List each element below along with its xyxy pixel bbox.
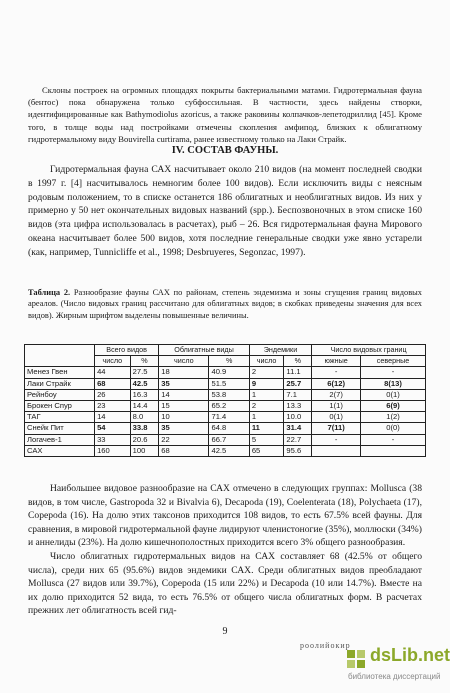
value-cell: 5: [249, 434, 284, 445]
header-obligate: Облигатные виды: [159, 345, 250, 356]
section-title: IV. СОСТАВ ФАУНЫ.: [171, 145, 279, 156]
scan-mark: роолийокир: [300, 641, 351, 650]
table-caption: [28, 287, 422, 321]
value-cell: 20.6: [130, 434, 159, 445]
value-cell: 68: [95, 378, 131, 389]
value-cell: 7(11): [312, 423, 361, 434]
value-cell: 13.3: [284, 400, 312, 411]
after-paragraph-1: Наибольшее видовое разнообразие на САХ отмечено в следующих группах: Mollusca (38 видов, в том числе, Gastropoda 32 и Bivalvia 6), Decapoda (19), Coelenterata (18), Polychaeta (17), Copepoda (16). На долю этих таксонов приходится 108 видов, то есть 67.5% всей фауны. Для сравнения, в мировой гидротермальной фауне лидируют членистоногие (35%), моллюски (34%) и аннелиды (23%). На долю кишечнополостных приходится всего 3% общего разнообразия.: [28, 483, 422, 549]
subheader-pct: %: [209, 356, 249, 367]
table-row: [25, 423, 426, 434]
value-cell: 160: [95, 445, 131, 456]
watermark: [346, 645, 450, 685]
value-cell: 40.9: [209, 367, 249, 378]
table-row: [25, 434, 426, 445]
value-cell: 2(7): [312, 389, 361, 400]
value-cell: 23: [95, 400, 131, 411]
value-cell: -: [312, 367, 361, 378]
intro-paragraph: Склоны построек на огромных площадях покрыты бактериальными матами. Гидротермальная фауна (бентос) пока обнаружена только субфоссильная. В частности, здесь найдены створки, идентифицированные как Bathymodiolus azoricus, а также раковины колпачков-лепетодриллид [45]. Кроме того, в толще воды над постройками отмечены скопления амфипод, близких к облигатному гидротермальному виду Bouvirella curtirama, ранее известному только на Лаки Страйк.: [28, 85, 422, 144]
value-cell: -: [361, 367, 426, 378]
value-cell: 2: [249, 367, 284, 378]
value-cell: 1: [249, 412, 284, 423]
subheader-num: число: [159, 356, 209, 367]
value-cell: 26: [95, 389, 131, 400]
value-cell: 14: [159, 389, 209, 400]
value-cell: 53.8: [209, 389, 249, 400]
region-name-cell: ТАГ: [25, 412, 95, 423]
value-cell: 1(1): [312, 400, 361, 411]
intro-paragraph-block: [28, 84, 422, 145]
value-cell: 22: [159, 434, 209, 445]
value-cell: 8(13): [361, 378, 426, 389]
value-cell: 22.7: [284, 434, 312, 445]
after-paragraph-2: Число облигатных гидротермальных видов на САХ составляет 68 (42.5% от общего числа), среди них 65 (95.6%) видов эндемики САХ. Среди облигатных видов преобладают Mollusca (27 видов или 39.7%), Copepoda (15 или 22%) и Decapoda (10 или 14.7%). Вместе на их долю приходится 52 вида, то есть 76.5% от общего числа облигатных форм. В расчетах прежних лет облигатность всей гид-: [28, 550, 422, 617]
value-cell: 100: [130, 445, 159, 456]
value-cell: 27.5: [130, 367, 159, 378]
value-cell: [312, 445, 361, 456]
value-cell: 68: [159, 445, 209, 456]
subheader-south: южные: [312, 356, 361, 367]
fauna-table: [24, 344, 426, 457]
value-cell: 1: [249, 389, 284, 400]
value-cell: 64.8: [209, 423, 249, 434]
value-cell: 25.7: [284, 378, 312, 389]
value-cell: 8.0: [130, 412, 159, 423]
value-cell: 9: [249, 378, 284, 389]
value-cell: 0(1): [312, 412, 361, 423]
value-cell: [361, 445, 426, 456]
value-cell: 11: [249, 423, 284, 434]
table-header-row: [25, 345, 426, 356]
header-region: [25, 345, 95, 367]
value-cell: 31.4: [284, 423, 312, 434]
table-row: [25, 378, 426, 389]
region-name-cell: Брокен Спур: [25, 400, 95, 411]
region-name-cell: Снейк Пит: [25, 423, 95, 434]
table-body: [25, 367, 426, 457]
value-cell: 35: [159, 423, 209, 434]
table-row: [25, 445, 426, 456]
value-cell: 95.6: [284, 445, 312, 456]
value-cell: 66.7: [209, 434, 249, 445]
watermark-brand: dsLib.net: [370, 645, 450, 665]
region-name-cell: Рейнбоу: [25, 389, 95, 400]
watermark-subtitle: библиотека диссертаций: [348, 672, 441, 681]
table-row: [25, 389, 426, 400]
value-cell: 0(1): [361, 389, 426, 400]
region-name-cell: Логачев-1: [25, 434, 95, 445]
value-cell: 65: [249, 445, 284, 456]
table-row: [25, 367, 426, 378]
body-paragraph: Гидротермальная фауна САХ насчитывает около 210 видов (на момент последней сводки в 1997 г. [4] насчитывалось немногим более 100 видов). Если исключить виды с неясным родовым положением, то в списке останется 186 облигатных и необлигатных видов. Из них у примерно у 50 нет окончательных видовых названий (spp.). Беспозвоночных в этом списке 160 видов (эта цифра использовалась в расчетах), рыб – 26. Вся гидротермальная фауна Мирового океана насчитывает более 500 видов, хотя последние генеральные сводки уже явно устарели (как, например, Tunnicliffe et al., 1998; Desbruyeres, Segonzac, 1997).: [28, 164, 422, 258]
value-cell: 6(12): [312, 378, 361, 389]
table-row: [25, 400, 426, 411]
value-cell: 14: [95, 412, 131, 423]
value-cell: 14.4: [130, 400, 159, 411]
value-cell: 16.3: [130, 389, 159, 400]
header-boundaries: Число видовых границ: [312, 345, 426, 356]
value-cell: 18: [159, 367, 209, 378]
value-cell: 65.2: [209, 400, 249, 411]
value-cell: 33: [95, 434, 131, 445]
value-cell: 42.5: [209, 445, 249, 456]
after-paragraph-block: [28, 482, 422, 618]
value-cell: -: [361, 434, 426, 445]
value-cell: 6(9): [361, 400, 426, 411]
value-cell: 51.5: [209, 378, 249, 389]
subheader-num: число: [95, 356, 131, 367]
value-cell: -: [312, 434, 361, 445]
value-cell: 42.5: [130, 378, 159, 389]
dslib-logo-icon: [346, 649, 366, 669]
table-row: [25, 412, 426, 423]
region-name-cell: САХ: [25, 445, 95, 456]
value-cell: 2: [249, 400, 284, 411]
value-cell: 10.0: [284, 412, 312, 423]
value-cell: 11.1: [284, 367, 312, 378]
page-number: 9: [222, 626, 228, 637]
subheader-pct: %: [130, 356, 159, 367]
table-caption-label: Таблица 2.: [28, 288, 71, 297]
value-cell: 10: [159, 412, 209, 423]
header-endemics: Эндемики: [249, 345, 311, 356]
value-cell: 7.1: [284, 389, 312, 400]
value-cell: 33.8: [130, 423, 159, 434]
value-cell: 1(2): [361, 412, 426, 423]
value-cell: 54: [95, 423, 131, 434]
value-cell: 15: [159, 400, 209, 411]
subheader-pct: %: [284, 356, 312, 367]
subheader-num: число: [249, 356, 284, 367]
value-cell: 35: [159, 378, 209, 389]
value-cell: 71.4: [209, 412, 249, 423]
subheader-north: северные: [361, 356, 426, 367]
body-paragraph-block: [28, 163, 422, 260]
region-name-cell: Лаки Страйк: [25, 378, 95, 389]
region-name-cell: Менез Гвен: [25, 367, 95, 378]
table-caption-text: Разнообразие фауны САХ по районам, степень эндемизма и зоны сгущения границ видовых ареалов. (Число видовых границ рассчитано для облигатных видов; в скобках приведены значения для всех видов). Жирным шрифтом выделены повышенные величины.: [28, 288, 422, 320]
header-all-species: Всего видов: [95, 345, 159, 356]
value-cell: 44: [95, 367, 131, 378]
value-cell: 0(0): [361, 423, 426, 434]
